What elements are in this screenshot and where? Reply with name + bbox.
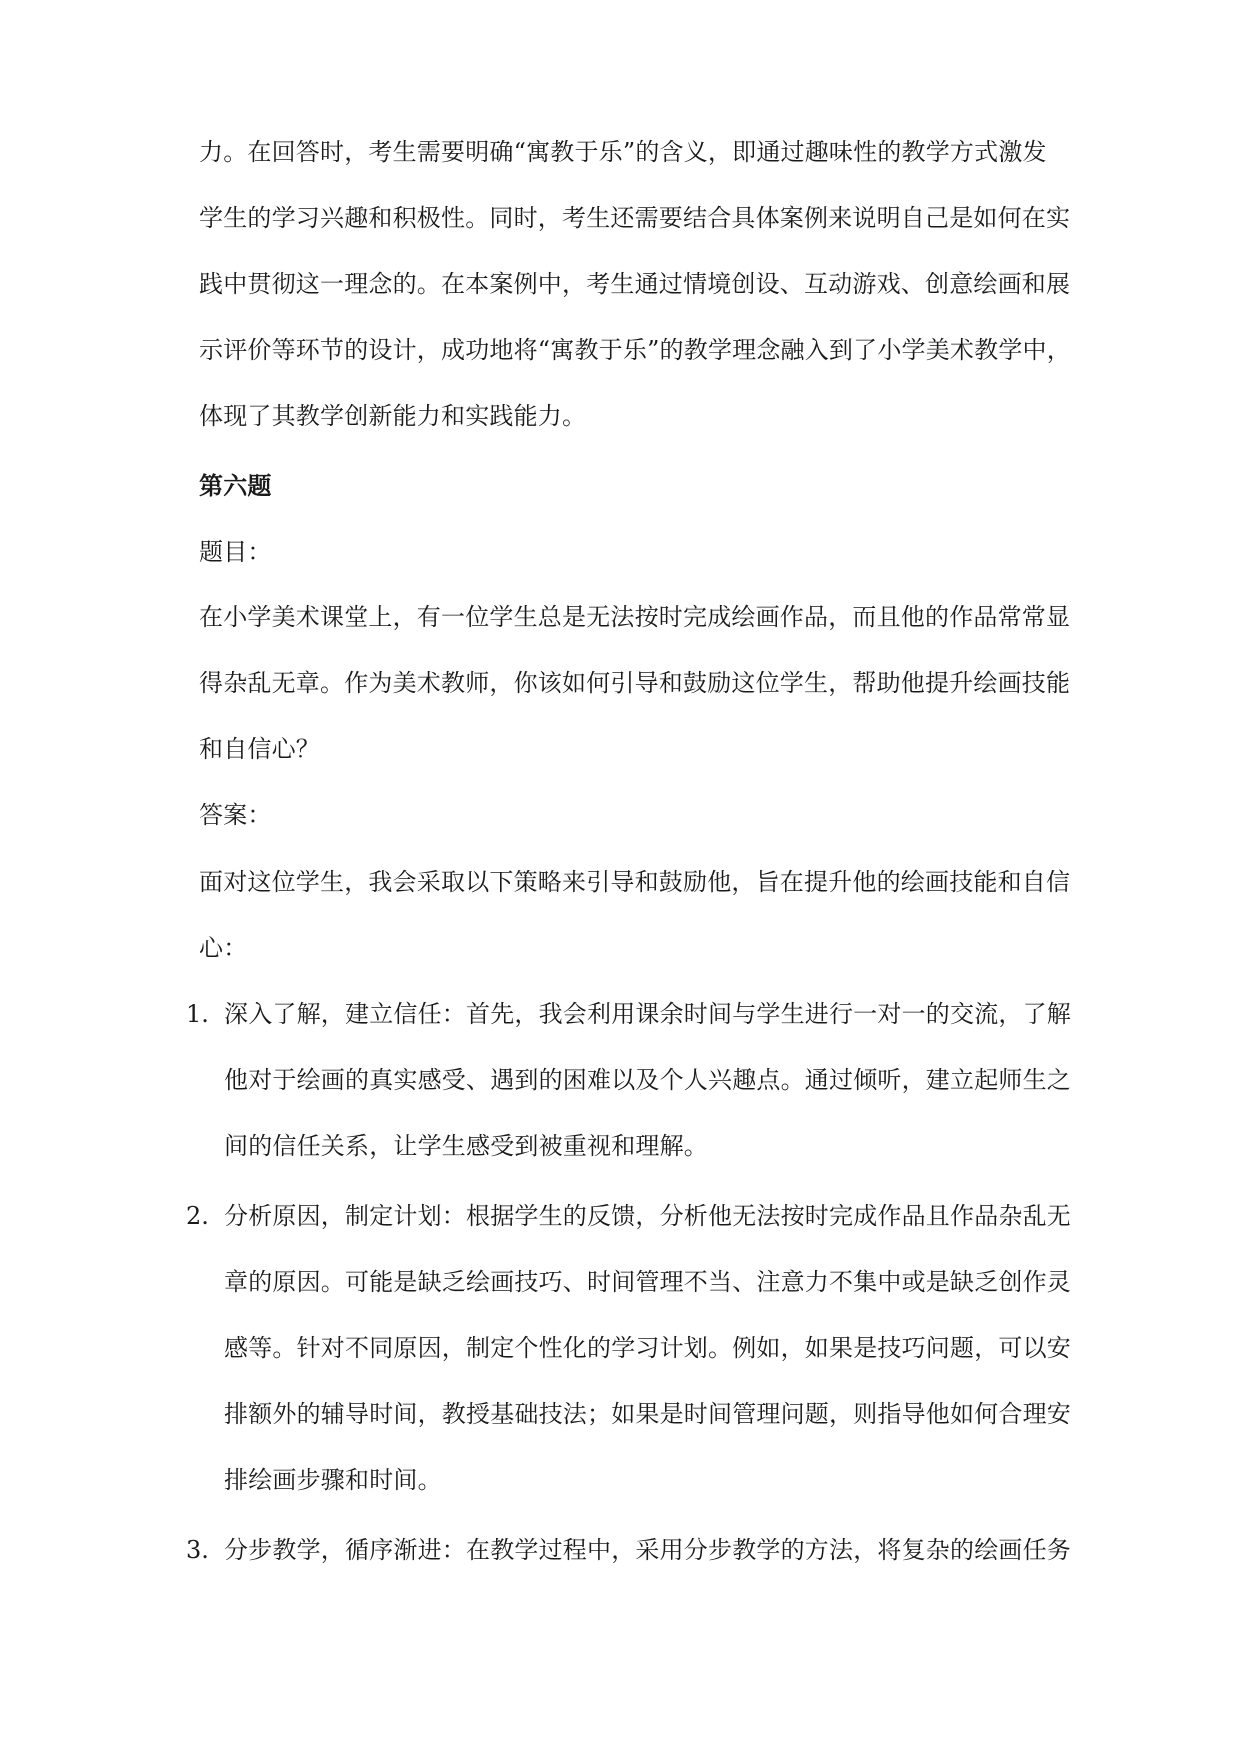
- list-item-number: 3.: [186, 1536, 209, 1564]
- list-item-line: 感等。针对不同原因，制定个性化的学习计划。例如，如果是技巧问题，可以安: [224, 1334, 1071, 1362]
- list-item-line: 他对于绘画的真实感受、遇到的困难以及个人兴趣点。通过倾听，建立起师生之: [224, 1066, 1071, 1094]
- answer-intro-line: 心：: [199, 934, 248, 962]
- list-item-line: 分析原因，制定计划：根据学生的反馈，分析他无法按时完成作品且作品杂乱无: [224, 1202, 1071, 1230]
- list-item-line: 分步教学，循序渐进：在教学过程中，采用分步教学的方法，将复杂的绘画任务: [224, 1536, 1071, 1564]
- intro-line: 体现了其教学创新能力和实践能力。: [199, 402, 587, 430]
- question-line: 在小学美术课堂上，有一位学生总是无法按时完成绘画作品，而且他的作品常常显: [199, 603, 1071, 631]
- list-item-number: 1.: [186, 1000, 209, 1028]
- intro-line: 示评价等环节的设计，成功地将“寓教于乐”的教学理念融入到了小学美术教学中，: [199, 336, 1071, 364]
- question-line: 和自信心？: [199, 735, 320, 763]
- list-item-line: 章的原因。可能是缺乏绘画技巧、时间管理不当、注意力不集中或是缺乏创作灵: [224, 1268, 1071, 1296]
- list-item-line: 排额外的辅导时间，教授基础技法；如果是时间管理问题，则指导他如何合理安: [224, 1400, 1071, 1428]
- intro-line: 力。在回答时，考生需要明确“寓教于乐”的含义，即通过趣味性的教学方式激发: [199, 138, 1047, 166]
- answer-label: 答案：: [199, 801, 272, 829]
- list-item-line: 排绘画步骤和时间。: [224, 1466, 442, 1494]
- answer-intro-line: 面对这位学生，我会采取以下策略来引导和鼓励他，旨在提升他的绘画技能和自信: [199, 868, 1071, 896]
- section-title: 第六题: [199, 471, 272, 500]
- list-item-line: 间的信任关系，让学生感受到被重视和理解。: [224, 1132, 708, 1160]
- list-item-line: 深入了解，建立信任：首先，我会利用课余时间与学生进行一对一的交流，了解: [224, 1000, 1071, 1028]
- intro-line: 学生的学习兴趣和积极性。同时，考生还需要结合具体案例来说明自己是如何在实: [199, 204, 1071, 232]
- question-label: 题目：: [199, 538, 272, 566]
- list-item-number: 2.: [186, 1202, 209, 1230]
- question-line: 得杂乱无章。作为美术教师，你该如何引导和鼓励这位学生，帮助他提升绘画技能: [199, 669, 1071, 697]
- intro-line: 践中贯彻这一理念的。在本案例中，考生通过情境创设、互动游戏、创意绘画和展: [199, 270, 1071, 298]
